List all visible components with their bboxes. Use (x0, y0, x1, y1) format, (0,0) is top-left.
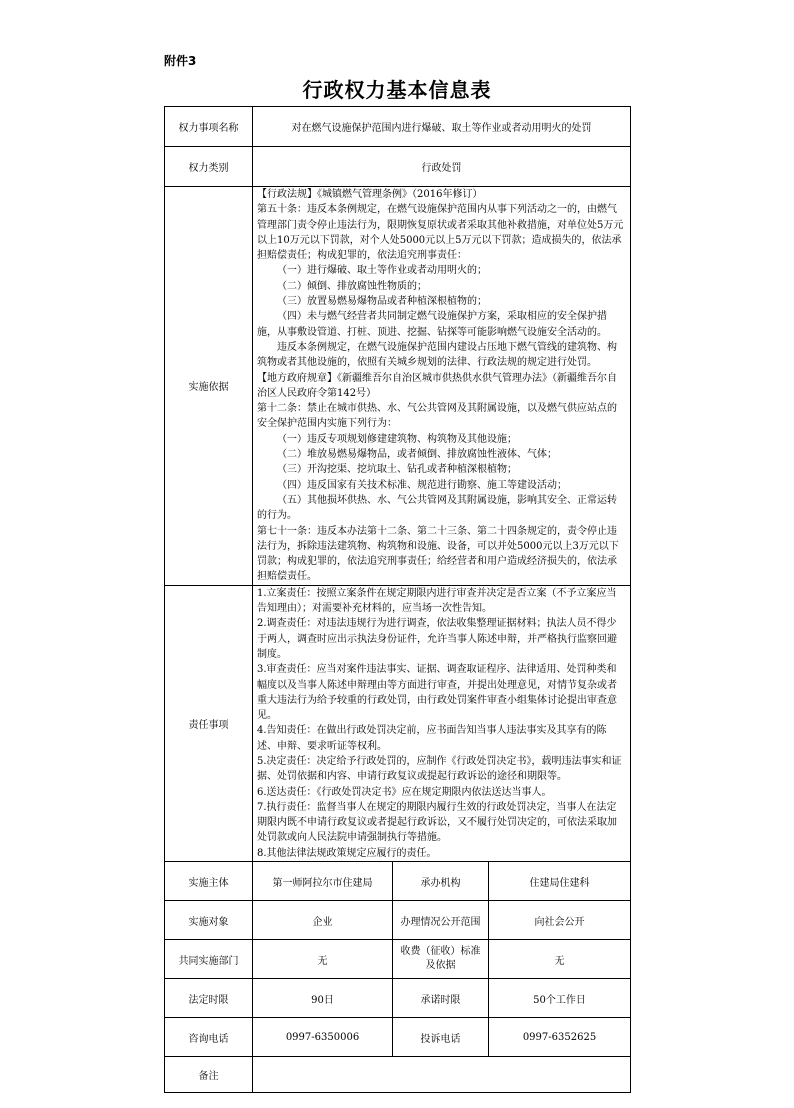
basis-line: 【地方政府规章】《新疆维吾尔自治区城市供热供水供气管理办法》（新疆维吾尔自治区人民政府令第142号） (257, 372, 617, 399)
basis-line: （二）堆放易燃易爆物品，或者倾倒、排放腐蚀性液体、气体； (277, 449, 557, 461)
basis-line: （五）其他损坏供热、水、气公共管网及其附属设施，影响其安全、正常运转的行为。 (257, 494, 617, 522)
responsibility-line: 7.执行责任：监督当事人在规定的期限内履行生效的行政处罚决定，当事人在法定期限内既不申请行政复议或者提起行政诉讼，又不履行处罚决定的，可依法采取加处罚款或向人民法院申请强制执行等措施。 (257, 801, 617, 844)
row-remark (165, 1057, 631, 1093)
basis-line: （一）进行爆破、取土等作业或者动用明火的； (277, 265, 487, 277)
basis-line: 违反本条例规定，在燃气设施保护范围内建设占压地下燃气管线的建筑物、构筑物或者其他设施的，依照有关城乡规划的法律、行政法规的规定进行处罚。 (257, 341, 617, 369)
category-value: 行政处罚 (253, 147, 631, 187)
page-title: 行政权力基本信息表 (302, 78, 492, 102)
target-value: 企业 (253, 901, 393, 940)
fee-label: 收费（征收）标准及依据 (393, 940, 489, 979)
basis-line: （一）违反专项规划修建建筑物、构筑物及其他设施； (277, 433, 517, 445)
item-name-value: 对在燃气设施保护范围内进行爆破、取土等作业或者动用明火的处罚 (253, 107, 631, 147)
target-label: 实施对象 (165, 901, 253, 940)
basis-line: 【行政法规】《城镇燃气管理条例》（2016年修订） (257, 189, 483, 200)
remark-value (253, 1057, 631, 1093)
row-subject (165, 862, 631, 901)
row-joint (165, 940, 631, 979)
complaint-phone-value: 0997-6352625 (489, 1018, 631, 1057)
basis-line: （三）开沟挖渠、挖坑取土、钻孔或者种植深根植物； (277, 464, 517, 476)
promise-label: 承诺时限 (393, 979, 489, 1018)
basis-line: （四）违反国家有关技术标准、规范进行勘察、施工等建设活动； (277, 479, 567, 491)
basis-line: （二）倾倒、排放腐蚀性物质的； (277, 280, 427, 292)
basis-line: 第七十一条：违反本办法第十二条、第二十三条、第二十四条规定的，责令停止违法行为，拆除违法建筑物、构筑物和设施、设备，可以并处5000元以上3万元以下罚款；构成犯罪的，依法追究刑事责任；给经营者和用户造成经济损失的，依法承担赔偿责任。 (257, 525, 619, 583)
time-limit-value: 90日 (253, 979, 393, 1018)
subject-value: 第一师阿拉尔市住建局 (253, 862, 393, 901)
agency-value: 住建局住建科 (489, 862, 631, 901)
info-table (164, 106, 631, 1093)
disclosure-value: 向社会公开 (489, 901, 631, 940)
promise-value: 50个工作日 (489, 979, 631, 1018)
joint-value: 无 (253, 940, 393, 979)
row-time-limit (165, 979, 631, 1018)
attachment-label: 附件3 (164, 54, 197, 68)
responsibility-line: 8.其他法律法规政策规定应履行的责任。 (257, 847, 437, 859)
item-name-label: 权力事项名称 (165, 107, 253, 147)
responsibility-line: 4.告知责任：在做出行政处罚决定前，应书面告知当事人违法事实及其享有的陈述、申辩、要求听证等权利。 (257, 725, 607, 752)
basis-line: （四）未与燃气经营者共同制定燃气设施保护方案，采取相应的安全保护措施，从事敷设管道、打桩、顶进、挖掘、钻探等可能影响燃气设施安全活动的。 (257, 311, 607, 338)
joint-label: 共同实施部门 (165, 940, 253, 979)
consult-phone-label: 咨询电话 (165, 1018, 253, 1057)
time-limit-label: 法定时限 (165, 979, 253, 1018)
row-target (165, 901, 631, 940)
consult-phone-value: 0997-6350006 (253, 1018, 393, 1057)
responsibility-line: 2.调查责任：对违法违规行为进行调查，依法收集整理证据材料；执法人员不得少于两人，调查时应出示执法身份证件，允许当事人陈述申辩，并严格执行监察回避制度。 (257, 618, 617, 660)
category-label: 权力类别 (165, 147, 253, 187)
remark-label: 备注 (165, 1057, 253, 1093)
fee-value: 无 (489, 940, 631, 979)
responsibility-line: 5.决定责任：决定给予行政处罚的，应制作《行政处罚决定书》，载明违法事实和证据、处罚依据和内容、申请行政复议或提起行政诉讼的途径和期限等。 (257, 755, 622, 783)
row-basis (165, 187, 631, 586)
agency-label: 承办机构 (393, 862, 489, 901)
basis-line: （三）放置易燃易爆物品或者种植深根植物的； (277, 296, 487, 308)
responsibility-content (253, 585, 631, 861)
row-responsibility (165, 585, 631, 861)
subject-label: 实施主体 (165, 862, 253, 901)
responsibility-line: 3.审查责任：应当对案件违法事实、证据、调查取证程序、法律适用、处罚种类和幅度以及当事人陈述申辩理由等方面进行审查，并提出处理意见，对情节复杂或者重大违法行为给予较重的行政处罚，由行政处罚案件审查小组集体讨论提出审查意见。 (257, 664, 617, 722)
basis-label: 实施依据 (165, 187, 253, 586)
responsibility-label: 责任事项 (165, 585, 253, 861)
disclosure-label: 办理情况公开范围 (393, 901, 489, 940)
responsibility-line: 6.送达责任：《行政处罚决定书》应在规定期限内依法送达当事人。 (257, 786, 552, 798)
row-item-name (165, 107, 631, 147)
complaint-phone-label: 投诉电话 (393, 1018, 489, 1057)
responsibility-line: 1.立案责任：按照立案条件在规定期限内进行审查并决定是否立案（不予立案应当告知理由）；对需要补充材料的，应当场一次性告知。 (257, 587, 617, 615)
row-category (165, 147, 631, 187)
row-phone (165, 1018, 631, 1057)
basis-content (253, 187, 631, 586)
basis-line: 第十二条：禁止在城市供热、水、气公共管网及其附属设施，以及燃气供应站点的安全保护范围内实施下列行为： (257, 403, 617, 430)
basis-line: 第五十条：违反本条例规定，在燃气设施保护范围内从事下列活动之一的，由燃气管理部门责令停止违法行为，限期恢复原状或者采取其他补救措施，对单位处5万元以上10万元以下罚款，对个人处5000元以上5万元以下罚款；造成损失的，依法承担赔偿责任；构成犯罪的，依法追究刑事责任： (257, 204, 624, 262)
